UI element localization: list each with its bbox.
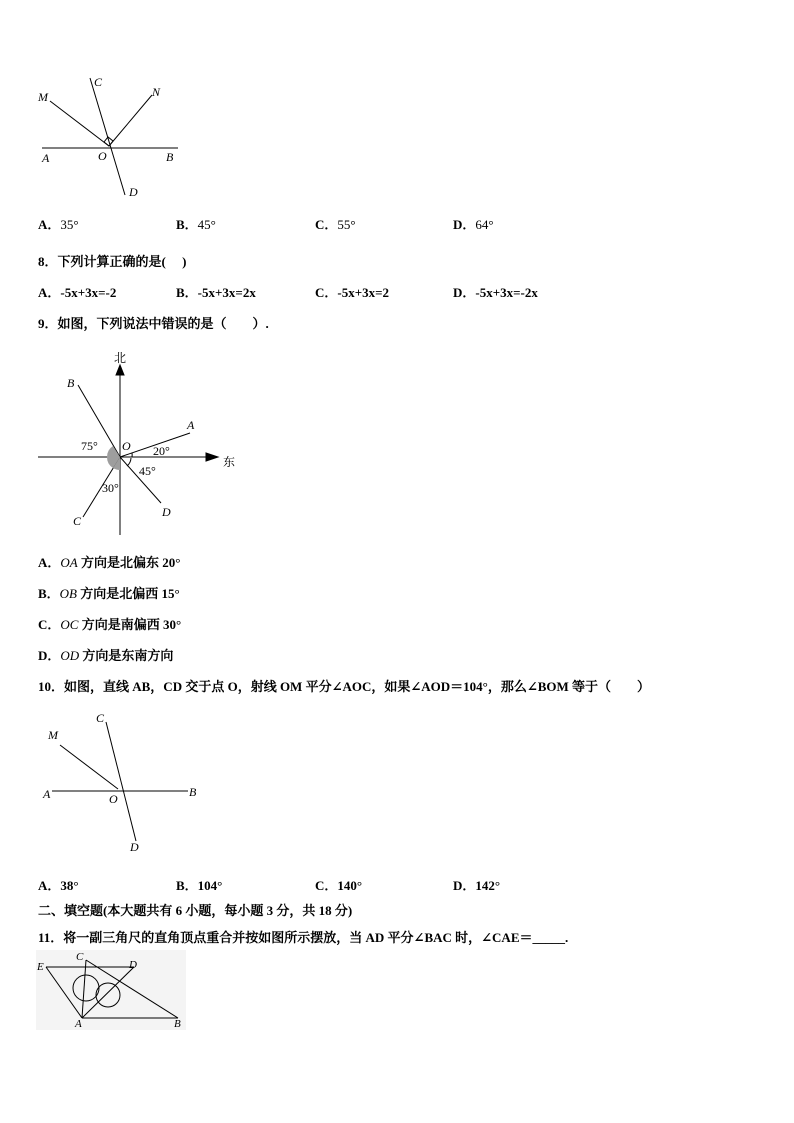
q11-figure [36,950,186,1030]
q10-label-o: O [109,792,118,806]
q9-east-label: 东 [223,455,236,469]
q9-angle-20: 20° [153,444,170,458]
q9-label-o: O [122,439,131,453]
q8-stem: 8．下列计算正确的是( ) [38,254,187,269]
q9-option-c: C．OC 方向是南偏西 30° [38,617,182,632]
q8-option-a: A．-5x+3x=-2 [38,285,117,300]
q10-label-m: M [48,728,58,742]
fig7-label-d: D [129,185,138,199]
q11-label-b: B [174,1018,181,1030]
q9-angle-75: 75° [81,439,98,453]
q9-north-label: 北 [114,351,127,365]
q10-option-c: C．140° [315,878,363,893]
q11-label-c: C [76,951,84,963]
q7-option-a: A．35° [38,217,79,232]
fig7-label-c: C [94,75,103,89]
q7-option-d: D．64° [453,217,494,232]
fig7-label-b: B [166,150,174,164]
q9-label-a: A [187,418,195,432]
q9-angle-45: 45° [139,464,156,478]
q8-option-b: B．-5x+3x=2x [176,285,256,300]
q11-label-d: D [129,959,137,971]
q7-option-c: C．55° [315,217,356,232]
q10-label-b: B [189,785,197,799]
fig7-label-n: N [152,85,161,99]
fig7-label-m: M [38,90,48,104]
q10-label-a: A [43,787,51,801]
q9-compass-figure [30,345,250,540]
q11-label-e: E [37,961,44,973]
section-heading: 二、填空题(本大题共有 6 小题，每小题 3 分，共 18 分) [38,903,353,918]
q10-option-b: B．104° [176,878,223,893]
q11-label-a: A [75,1018,82,1030]
q11-stem: 11．将一副三角尺的直角顶点重合并按如图所示摆放，当 AD 平分∠BAC 时，∠CAE＝_____. [38,930,569,945]
q10-option-d: D．142° [453,878,501,893]
q10-figure [30,705,220,860]
q10-option-a: A．38° [38,878,79,893]
q9-option-b: B．OB 方向是北偏西 15° [38,586,180,601]
q8-option-c: C．-5x+3x=2 [315,285,390,300]
q8-option-d: D．-5x+3x=-2x [453,285,538,300]
q9-stem: 9．如图，下列说法中错误的是（ ）. [38,316,269,331]
q9-option-a: A．OA 方向是北偏东 20° [38,555,181,570]
fig7-label-a: A [42,151,50,165]
q9-label-c: C [73,514,82,528]
q7-option-b: B．45° [176,217,216,232]
q9-option-d: D．OD 方向是东南方向 [38,648,174,663]
q9-label-b: B [67,376,75,390]
q10-label-c: C [96,711,105,725]
q7-figure [30,70,190,205]
fig7-label-o: O [98,149,107,163]
q10-label-d: D [130,840,139,854]
q9-label-d: D [162,505,171,519]
q9-angle-30: 30° [102,481,119,495]
q10-stem: 10．如图，直线 AB，CD 交于点 O，射线 OM 平分∠AOC，如果∠AOD＝104°，那么∠BOM 等于（ ） [38,679,651,694]
